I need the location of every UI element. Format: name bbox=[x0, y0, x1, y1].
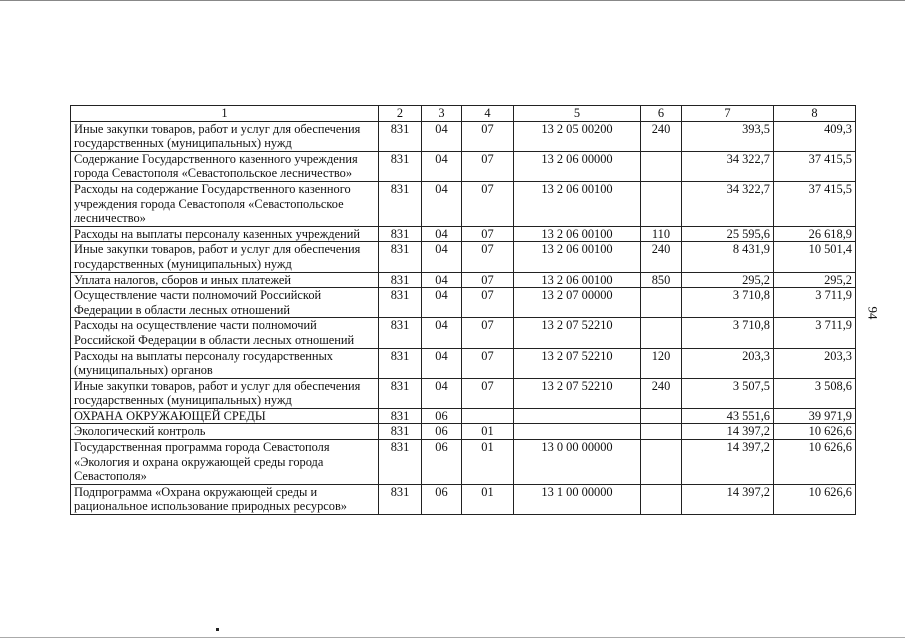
cell-description: Содержание Государственного казенного учреждения города Севастополя «Севастопольское лесничество» bbox=[71, 151, 379, 181]
cell-expense-type: 850 bbox=[641, 272, 682, 288]
cell-expense-type: 240 bbox=[641, 242, 682, 272]
table-row bbox=[71, 272, 856, 288]
table-row bbox=[71, 424, 856, 440]
cell-section: 06 bbox=[422, 484, 462, 514]
cell-ministry-code: 831 bbox=[379, 288, 422, 318]
cell-subsection: 01 bbox=[462, 424, 514, 440]
column-header: 4 bbox=[462, 106, 514, 122]
cell-description: Иные закупки товаров, работ и услуг для обеспечения государственных (муниципальных) нужд bbox=[71, 121, 379, 151]
cell-ministry-code: 831 bbox=[379, 226, 422, 242]
table-row bbox=[71, 151, 856, 181]
table-row bbox=[71, 378, 856, 408]
cell-section: 04 bbox=[422, 151, 462, 181]
cell-section: 04 bbox=[422, 121, 462, 151]
cell-expense-type: 240 bbox=[641, 121, 682, 151]
scan-edge-line bbox=[0, 0, 905, 1]
budget-table bbox=[70, 105, 856, 515]
cell-amount-year-2: 10 626,6 bbox=[774, 484, 856, 514]
cell-amount-year-1: 14 397,2 bbox=[682, 440, 774, 485]
cell-section: 06 bbox=[422, 408, 462, 424]
cell-ministry-code: 831 bbox=[379, 440, 422, 485]
cell-target-article: 13 2 07 00000 bbox=[514, 288, 641, 318]
cell-expense-type bbox=[641, 151, 682, 181]
cell-description: Расходы на выплаты персоналу казенных учреждений bbox=[71, 226, 379, 242]
table-row bbox=[71, 288, 856, 318]
budget-table-body bbox=[71, 106, 856, 515]
table-row bbox=[71, 242, 856, 272]
cell-target-article: 13 1 00 00000 bbox=[514, 484, 641, 514]
cell-description: Уплата налогов, сборов и иных платежей bbox=[71, 272, 379, 288]
cell-amount-year-1: 25 595,6 bbox=[682, 226, 774, 242]
cell-subsection: 07 bbox=[462, 242, 514, 272]
cell-target-article bbox=[514, 424, 641, 440]
cell-section: 04 bbox=[422, 242, 462, 272]
cell-subsection: 07 bbox=[462, 226, 514, 242]
cell-description: Иные закупки товаров, работ и услуг для обеспечения государственных (муниципальных) нужд bbox=[71, 242, 379, 272]
cell-section: 04 bbox=[422, 348, 462, 378]
table-row bbox=[71, 181, 856, 226]
cell-subsection: 01 bbox=[462, 440, 514, 485]
cell-section: 04 bbox=[422, 272, 462, 288]
cell-target-article: 13 2 06 00100 bbox=[514, 242, 641, 272]
cell-target-article: 13 2 06 00100 bbox=[514, 226, 641, 242]
cell-description: Подпрограмма «Охрана окружающей среды и рациональное использование природных ресурсов» bbox=[71, 484, 379, 514]
cell-subsection: 07 bbox=[462, 181, 514, 226]
cell-amount-year-1: 14 397,2 bbox=[682, 484, 774, 514]
cell-amount-year-2: 26 618,9 bbox=[774, 226, 856, 242]
cell-ministry-code: 831 bbox=[379, 408, 422, 424]
cell-subsection: 07 bbox=[462, 288, 514, 318]
cell-amount-year-1: 34 322,7 bbox=[682, 181, 774, 226]
cell-amount-year-1: 203,3 bbox=[682, 348, 774, 378]
table-row bbox=[71, 318, 856, 348]
cell-amount-year-2: 37 415,5 bbox=[774, 151, 856, 181]
cell-description: Расходы на осуществление части полномочий Российской Федерации в области лесных отношений bbox=[71, 318, 379, 348]
cell-expense-type bbox=[641, 181, 682, 226]
cell-description: Расходы на выплаты персоналу государственных (муниципальных) органов bbox=[71, 348, 379, 378]
scan-bottom-line bbox=[0, 637, 905, 638]
cell-amount-year-1: 3 710,8 bbox=[682, 318, 774, 348]
cell-amount-year-2: 3 711,9 bbox=[774, 288, 856, 318]
table-row bbox=[71, 348, 856, 378]
cell-ministry-code: 831 bbox=[379, 272, 422, 288]
column-number-row bbox=[71, 106, 856, 122]
table-row bbox=[71, 440, 856, 485]
column-header: 2 bbox=[379, 106, 422, 122]
cell-amount-year-1: 43 551,6 bbox=[682, 408, 774, 424]
cell-amount-year-1: 3 710,8 bbox=[682, 288, 774, 318]
page-number: 94 bbox=[865, 306, 881, 320]
cell-target-article: 13 2 06 00100 bbox=[514, 272, 641, 288]
cell-ministry-code: 831 bbox=[379, 151, 422, 181]
cell-amount-year-2: 3 508,6 bbox=[774, 378, 856, 408]
cell-amount-year-2: 10 501,4 bbox=[774, 242, 856, 272]
cell-subsection: 07 bbox=[462, 121, 514, 151]
table-row bbox=[71, 484, 856, 514]
cell-ministry-code: 831 bbox=[379, 121, 422, 151]
cell-ministry-code: 831 bbox=[379, 242, 422, 272]
cell-expense-type: 120 bbox=[641, 348, 682, 378]
cell-expense-type bbox=[641, 484, 682, 514]
cell-target-article: 13 2 07 52210 bbox=[514, 378, 641, 408]
cell-target-article: 13 2 07 52210 bbox=[514, 318, 641, 348]
cell-section: 04 bbox=[422, 181, 462, 226]
cell-expense-type bbox=[641, 408, 682, 424]
cell-expense-type bbox=[641, 440, 682, 485]
table-row bbox=[71, 121, 856, 151]
cell-target-article: 13 0 00 00000 bbox=[514, 440, 641, 485]
cell-expense-type: 240 bbox=[641, 378, 682, 408]
cell-amount-year-1: 34 322,7 bbox=[682, 151, 774, 181]
cell-subsection bbox=[462, 408, 514, 424]
column-header: 3 bbox=[422, 106, 462, 122]
cell-section: 04 bbox=[422, 378, 462, 408]
cell-amount-year-1: 8 431,9 bbox=[682, 242, 774, 272]
column-header: 1 bbox=[71, 106, 379, 122]
cell-subsection: 07 bbox=[462, 151, 514, 181]
cell-section: 06 bbox=[422, 440, 462, 485]
column-header: 5 bbox=[514, 106, 641, 122]
cell-description: Осуществление части полномочий Российской Федерации в области лесных отношений bbox=[71, 288, 379, 318]
cell-target-article: 13 2 07 52210 bbox=[514, 348, 641, 378]
scan-speck bbox=[216, 628, 219, 631]
cell-amount-year-2: 409,3 bbox=[774, 121, 856, 151]
cell-target-article bbox=[514, 408, 641, 424]
cell-amount-year-2: 295,2 bbox=[774, 272, 856, 288]
cell-amount-year-1: 14 397,2 bbox=[682, 424, 774, 440]
cell-subsection: 07 bbox=[462, 318, 514, 348]
cell-description: ОХРАНА ОКРУЖАЮЩЕЙ СРЕДЫ bbox=[71, 408, 379, 424]
cell-amount-year-2: 37 415,5 bbox=[774, 181, 856, 226]
cell-amount-year-2: 10 626,6 bbox=[774, 424, 856, 440]
cell-amount-year-1: 3 507,5 bbox=[682, 378, 774, 408]
cell-target-article: 13 2 06 00100 bbox=[514, 181, 641, 226]
cell-section: 06 bbox=[422, 424, 462, 440]
cell-subsection: 07 bbox=[462, 272, 514, 288]
cell-expense-type: 110 bbox=[641, 226, 682, 242]
cell-subsection: 07 bbox=[462, 378, 514, 408]
cell-amount-year-2: 10 626,6 bbox=[774, 440, 856, 485]
cell-target-article: 13 2 05 00200 bbox=[514, 121, 641, 151]
cell-amount-year-1: 295,2 bbox=[682, 272, 774, 288]
table-row bbox=[71, 226, 856, 242]
cell-ministry-code: 831 bbox=[379, 348, 422, 378]
cell-expense-type bbox=[641, 318, 682, 348]
cell-section: 04 bbox=[422, 318, 462, 348]
cell-expense-type bbox=[641, 288, 682, 318]
table-row bbox=[71, 408, 856, 424]
cell-target-article: 13 2 06 00000 bbox=[514, 151, 641, 181]
cell-ministry-code: 831 bbox=[379, 484, 422, 514]
cell-description: Расходы на содержание Государственного казенного учреждения города Севастополя «Севастопольское лесничество» bbox=[71, 181, 379, 226]
column-header: 8 bbox=[774, 106, 856, 122]
cell-description: Иные закупки товаров, работ и услуг для обеспечения государственных (муниципальных) нужд bbox=[71, 378, 379, 408]
cell-description: Государственная программа города Севастополя «Экология и охрана окружающей среды города Севастополя» bbox=[71, 440, 379, 485]
cell-amount-year-1: 393,5 bbox=[682, 121, 774, 151]
cell-subsection: 07 bbox=[462, 348, 514, 378]
cell-amount-year-2: 3 711,9 bbox=[774, 318, 856, 348]
cell-ministry-code: 831 bbox=[379, 181, 422, 226]
cell-amount-year-2: 203,3 bbox=[774, 348, 856, 378]
cell-ministry-code: 831 bbox=[379, 424, 422, 440]
column-header: 7 bbox=[682, 106, 774, 122]
cell-ministry-code: 831 bbox=[379, 378, 422, 408]
column-header: 6 bbox=[641, 106, 682, 122]
cell-ministry-code: 831 bbox=[379, 318, 422, 348]
cell-section: 04 bbox=[422, 288, 462, 318]
cell-amount-year-2: 39 971,9 bbox=[774, 408, 856, 424]
cell-section: 04 bbox=[422, 226, 462, 242]
cell-subsection: 01 bbox=[462, 484, 514, 514]
cell-description: Экологический контроль bbox=[71, 424, 379, 440]
cell-expense-type bbox=[641, 424, 682, 440]
